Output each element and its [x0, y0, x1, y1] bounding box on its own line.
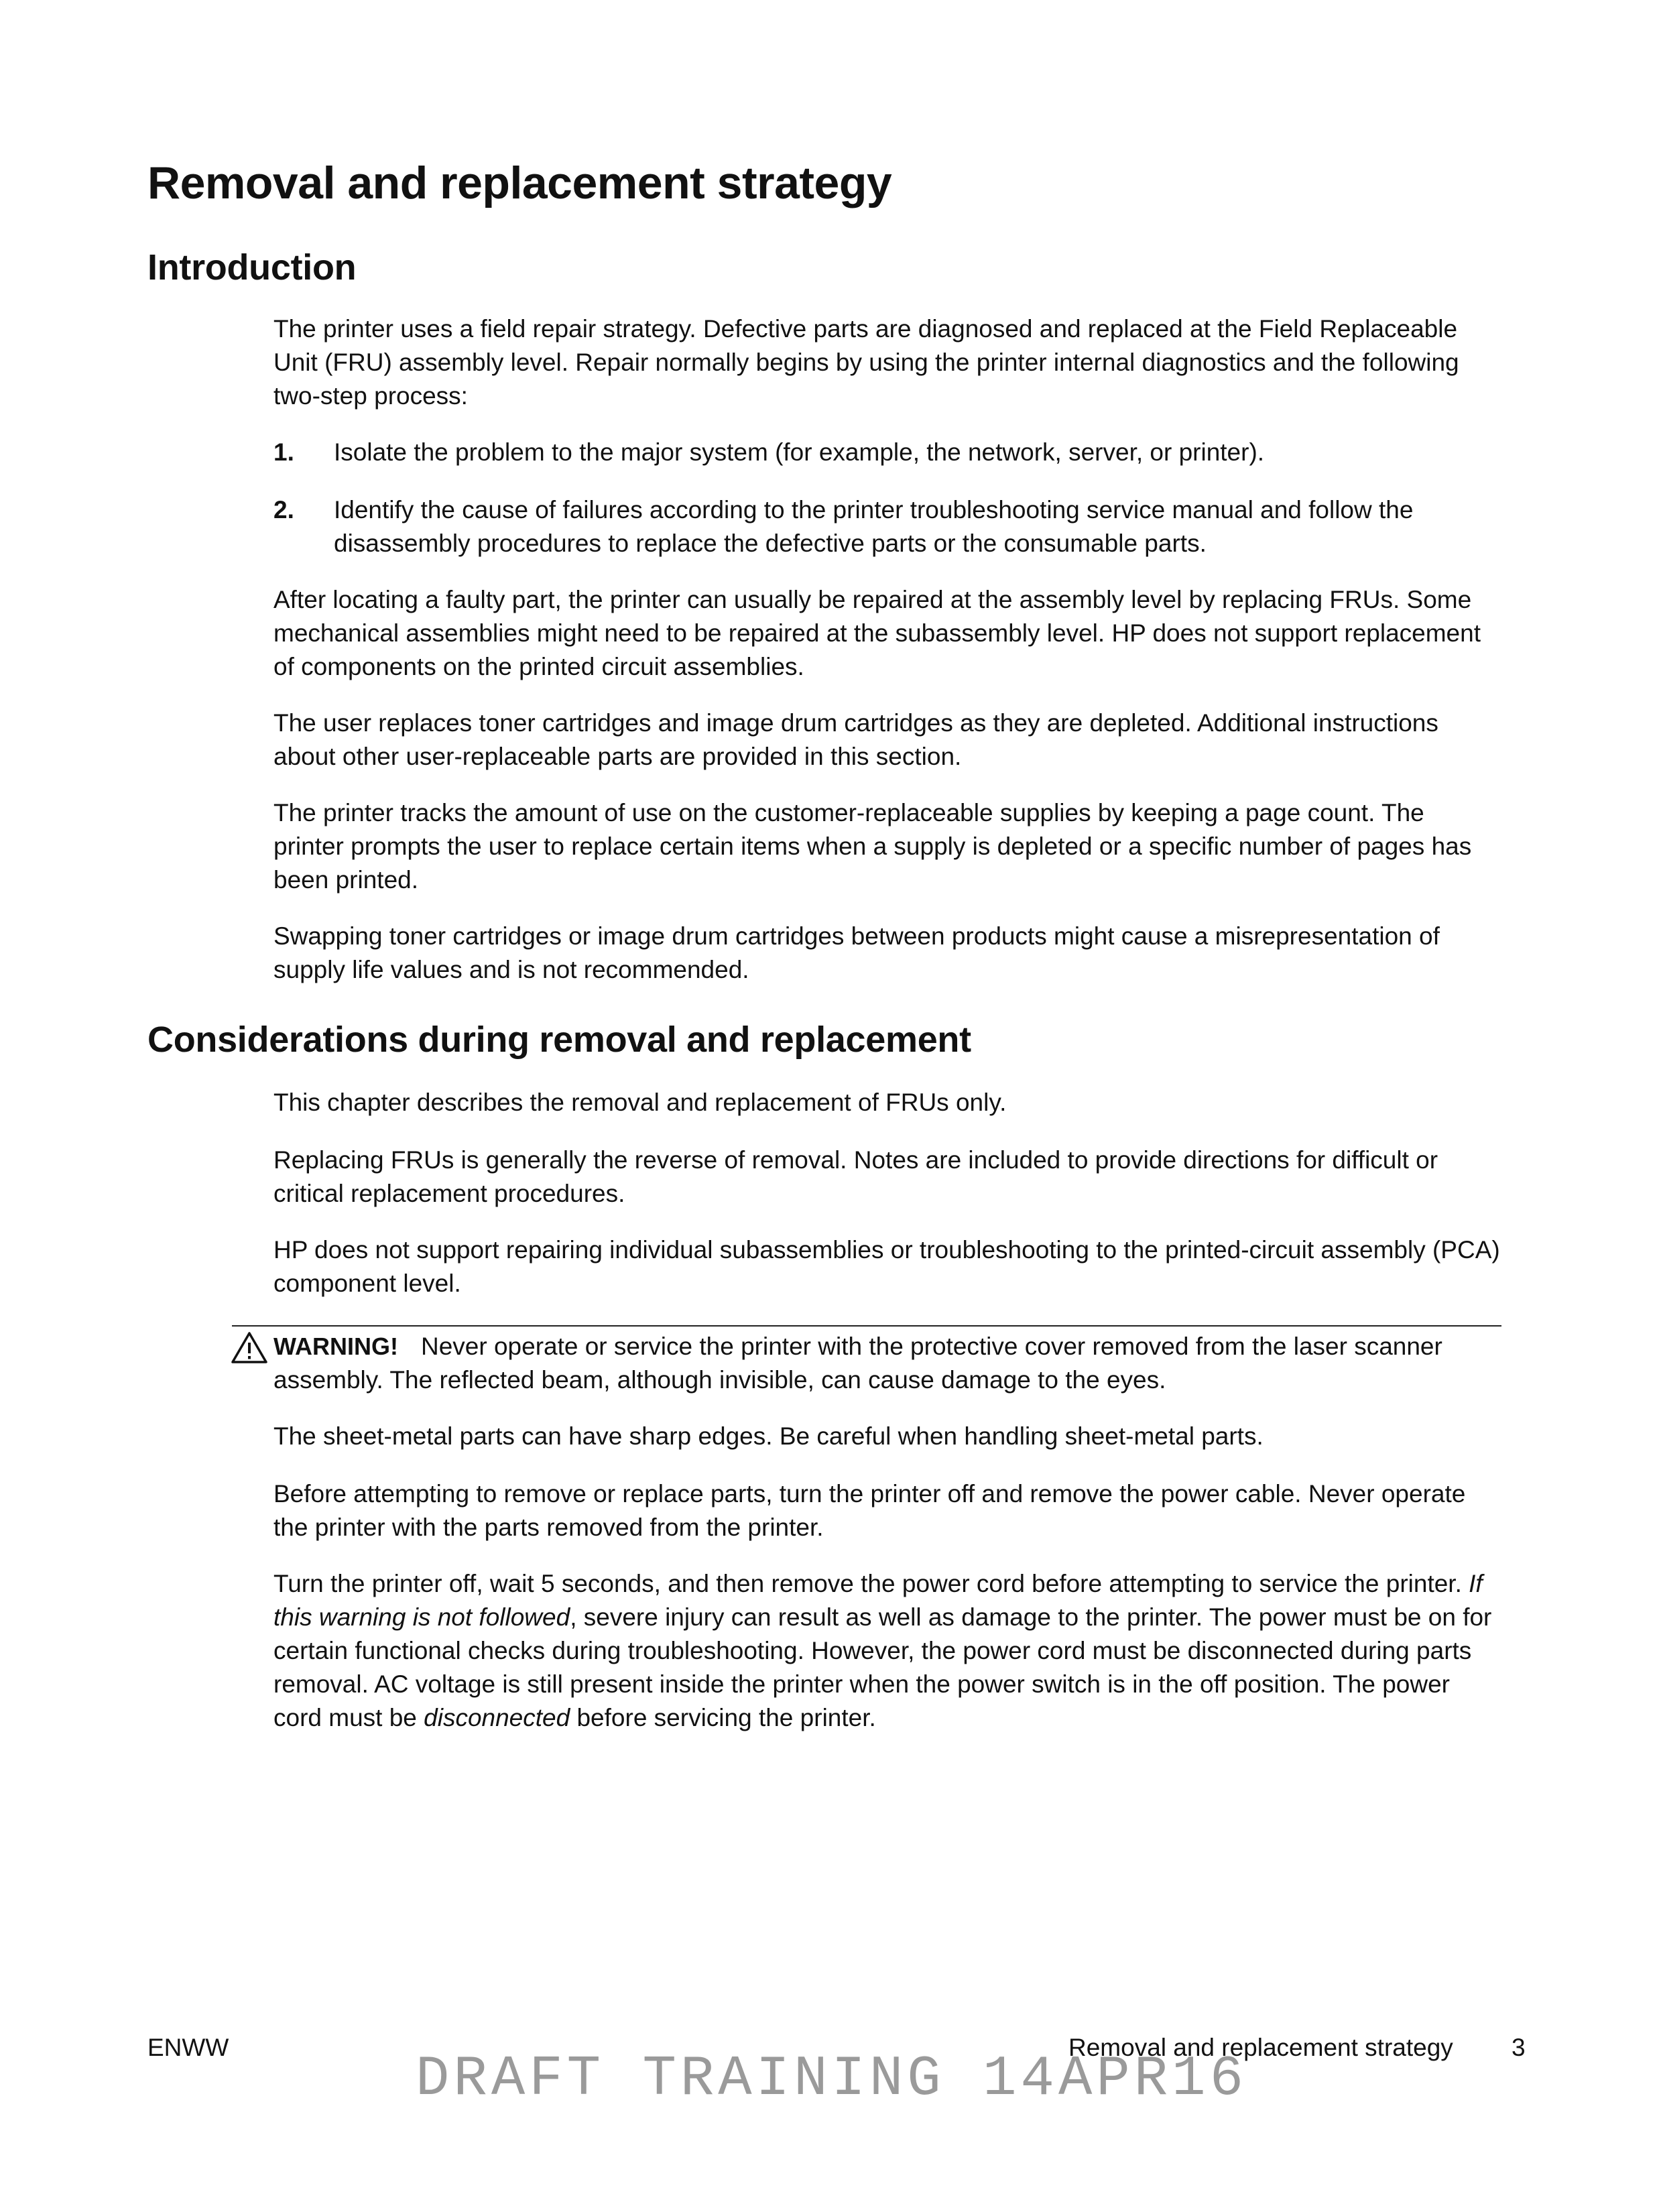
- paragraph-text: [273, 1567, 1500, 1735]
- introduction-lead-text: The printer uses a field repair strategy. Defective parts are diagnosed and replaced at the Field Replaceable Unit (FRU) assembly level. Repair normally begins by using the printer internal diagnostics and the following two-step process:: [273, 315, 1459, 410]
- intro-paragraph-1: [273, 583, 1500, 684]
- introduction-heading: Introduction: [147, 247, 357, 288]
- considerations-heading: Considerations during removal and replacement: [147, 1020, 971, 1060]
- warning-triangle-icon: [231, 1331, 268, 1364]
- paragraph-text: HP does not support repairing individual subassemblies or troubleshooting to the printed-circuit assembly (PCA) component level.: [273, 1236, 1500, 1297]
- footer-left: ENWW: [147, 2034, 229, 2061]
- warning-text: [273, 1330, 1500, 1397]
- warning-block: [273, 1330, 1500, 1397]
- step-number: 1.: [273, 438, 294, 466]
- paragraph-text: Before attempting to remove or replace parts, turn the printer off and remove the power cable. Never operate the printer with the parts removed from the printer.: [273, 1480, 1466, 1541]
- paragraph-text: Replacing FRUs is generally the reverse of removal. Notes are included to provide directions for difficult or critical replacement procedures.: [273, 1146, 1438, 1207]
- considerations-paragraph-3: [273, 1233, 1500, 1300]
- considerations-paragraph-1: [273, 1086, 1500, 1119]
- footer-section-title: Removal and replacement strategy: [1068, 2034, 1453, 2061]
- step-text: Isolate the problem to the major system (for example, the network, server, or printer).: [334, 438, 1265, 466]
- step-number: 2.: [273, 496, 294, 524]
- italic-run: If this warning is not followed: [273, 1570, 1483, 1631]
- intro-paragraph-4: [273, 920, 1500, 987]
- list-item-step-1: [273, 436, 1500, 469]
- italic-run: disconnected: [424, 1704, 570, 1731]
- warning-divider: [232, 1325, 1501, 1327]
- warning-paragraph-3: [273, 1477, 1500, 1544]
- draft-watermark: DRAFT TRAINING 14APR16: [416, 2048, 1247, 2111]
- paragraph-text: After locating a faulty part, the printer can usually be repaired at the assembly level by replacing FRUs. Some mechanical assemblies might need to be repaired at the subassembly level. HP does not support replacement of components on the printed circuit assemblies.: [273, 586, 1481, 680]
- page-title: Removal and replacement strategy: [147, 158, 892, 208]
- intro-paragraph-3: [273, 796, 1500, 897]
- step-text: Identify the cause of failures according to the printer troubleshooting service manual and follow the disassembly procedures to replace the defective parts or the consumable parts.: [334, 496, 1414, 557]
- page-number: 3: [1512, 2034, 1526, 2061]
- paragraph-text: The user replaces toner cartridges and image drum cartridges as they are depleted. Additional instructions about other user-replaceable parts are provided in this section.: [273, 709, 1438, 770]
- text-run: , severe injury can result as well as damage to the printer. The power must be on for certain functional checks during troubleshooting. However, the power cord must be disconnected during parts removal. AC voltage is still present inside the printer when the power switch is in the off position. The power cord must be: [273, 1603, 1492, 1731]
- considerations-paragraph-2: [273, 1144, 1500, 1211]
- intro-paragraph-2: [273, 706, 1500, 774]
- warning-label: WARNING!: [273, 1333, 398, 1360]
- paragraph-text: The printer tracks the amount of use on the customer-replaceable supplies by keeping a page count. The printer prompts the user to replace certain items when a supply is depleted or a specific number of pages has been printed.: [273, 799, 1472, 894]
- paragraph-text: The sheet-metal parts can have sharp edges. Be careful when handling sheet-metal parts.: [273, 1422, 1264, 1450]
- paragraph-text: Swapping toner cartridges or image drum cartridges between products might cause a misrepresentation of supply life values and is not recommended.: [273, 922, 1440, 983]
- paragraph-text: This chapter describes the removal and replacement of FRUs only.: [273, 1089, 1007, 1116]
- warning-body: Never operate or service the printer with the protective cover removed from the laser scanner assembly. The reflected beam, although invisible, can cause damage to the eyes.: [273, 1333, 1442, 1394]
- warning-paragraph-4: [273, 1567, 1500, 1735]
- introduction-lead: [273, 312, 1500, 413]
- text-run: before servicing the printer.: [570, 1704, 876, 1731]
- warning-paragraph-2: [273, 1420, 1500, 1453]
- text-run: Turn the printer off, wait 5 seconds, and then remove the power cord before attempting to service the printer.: [273, 1570, 1469, 1597]
- list-item-step-2: [273, 493, 1500, 560]
